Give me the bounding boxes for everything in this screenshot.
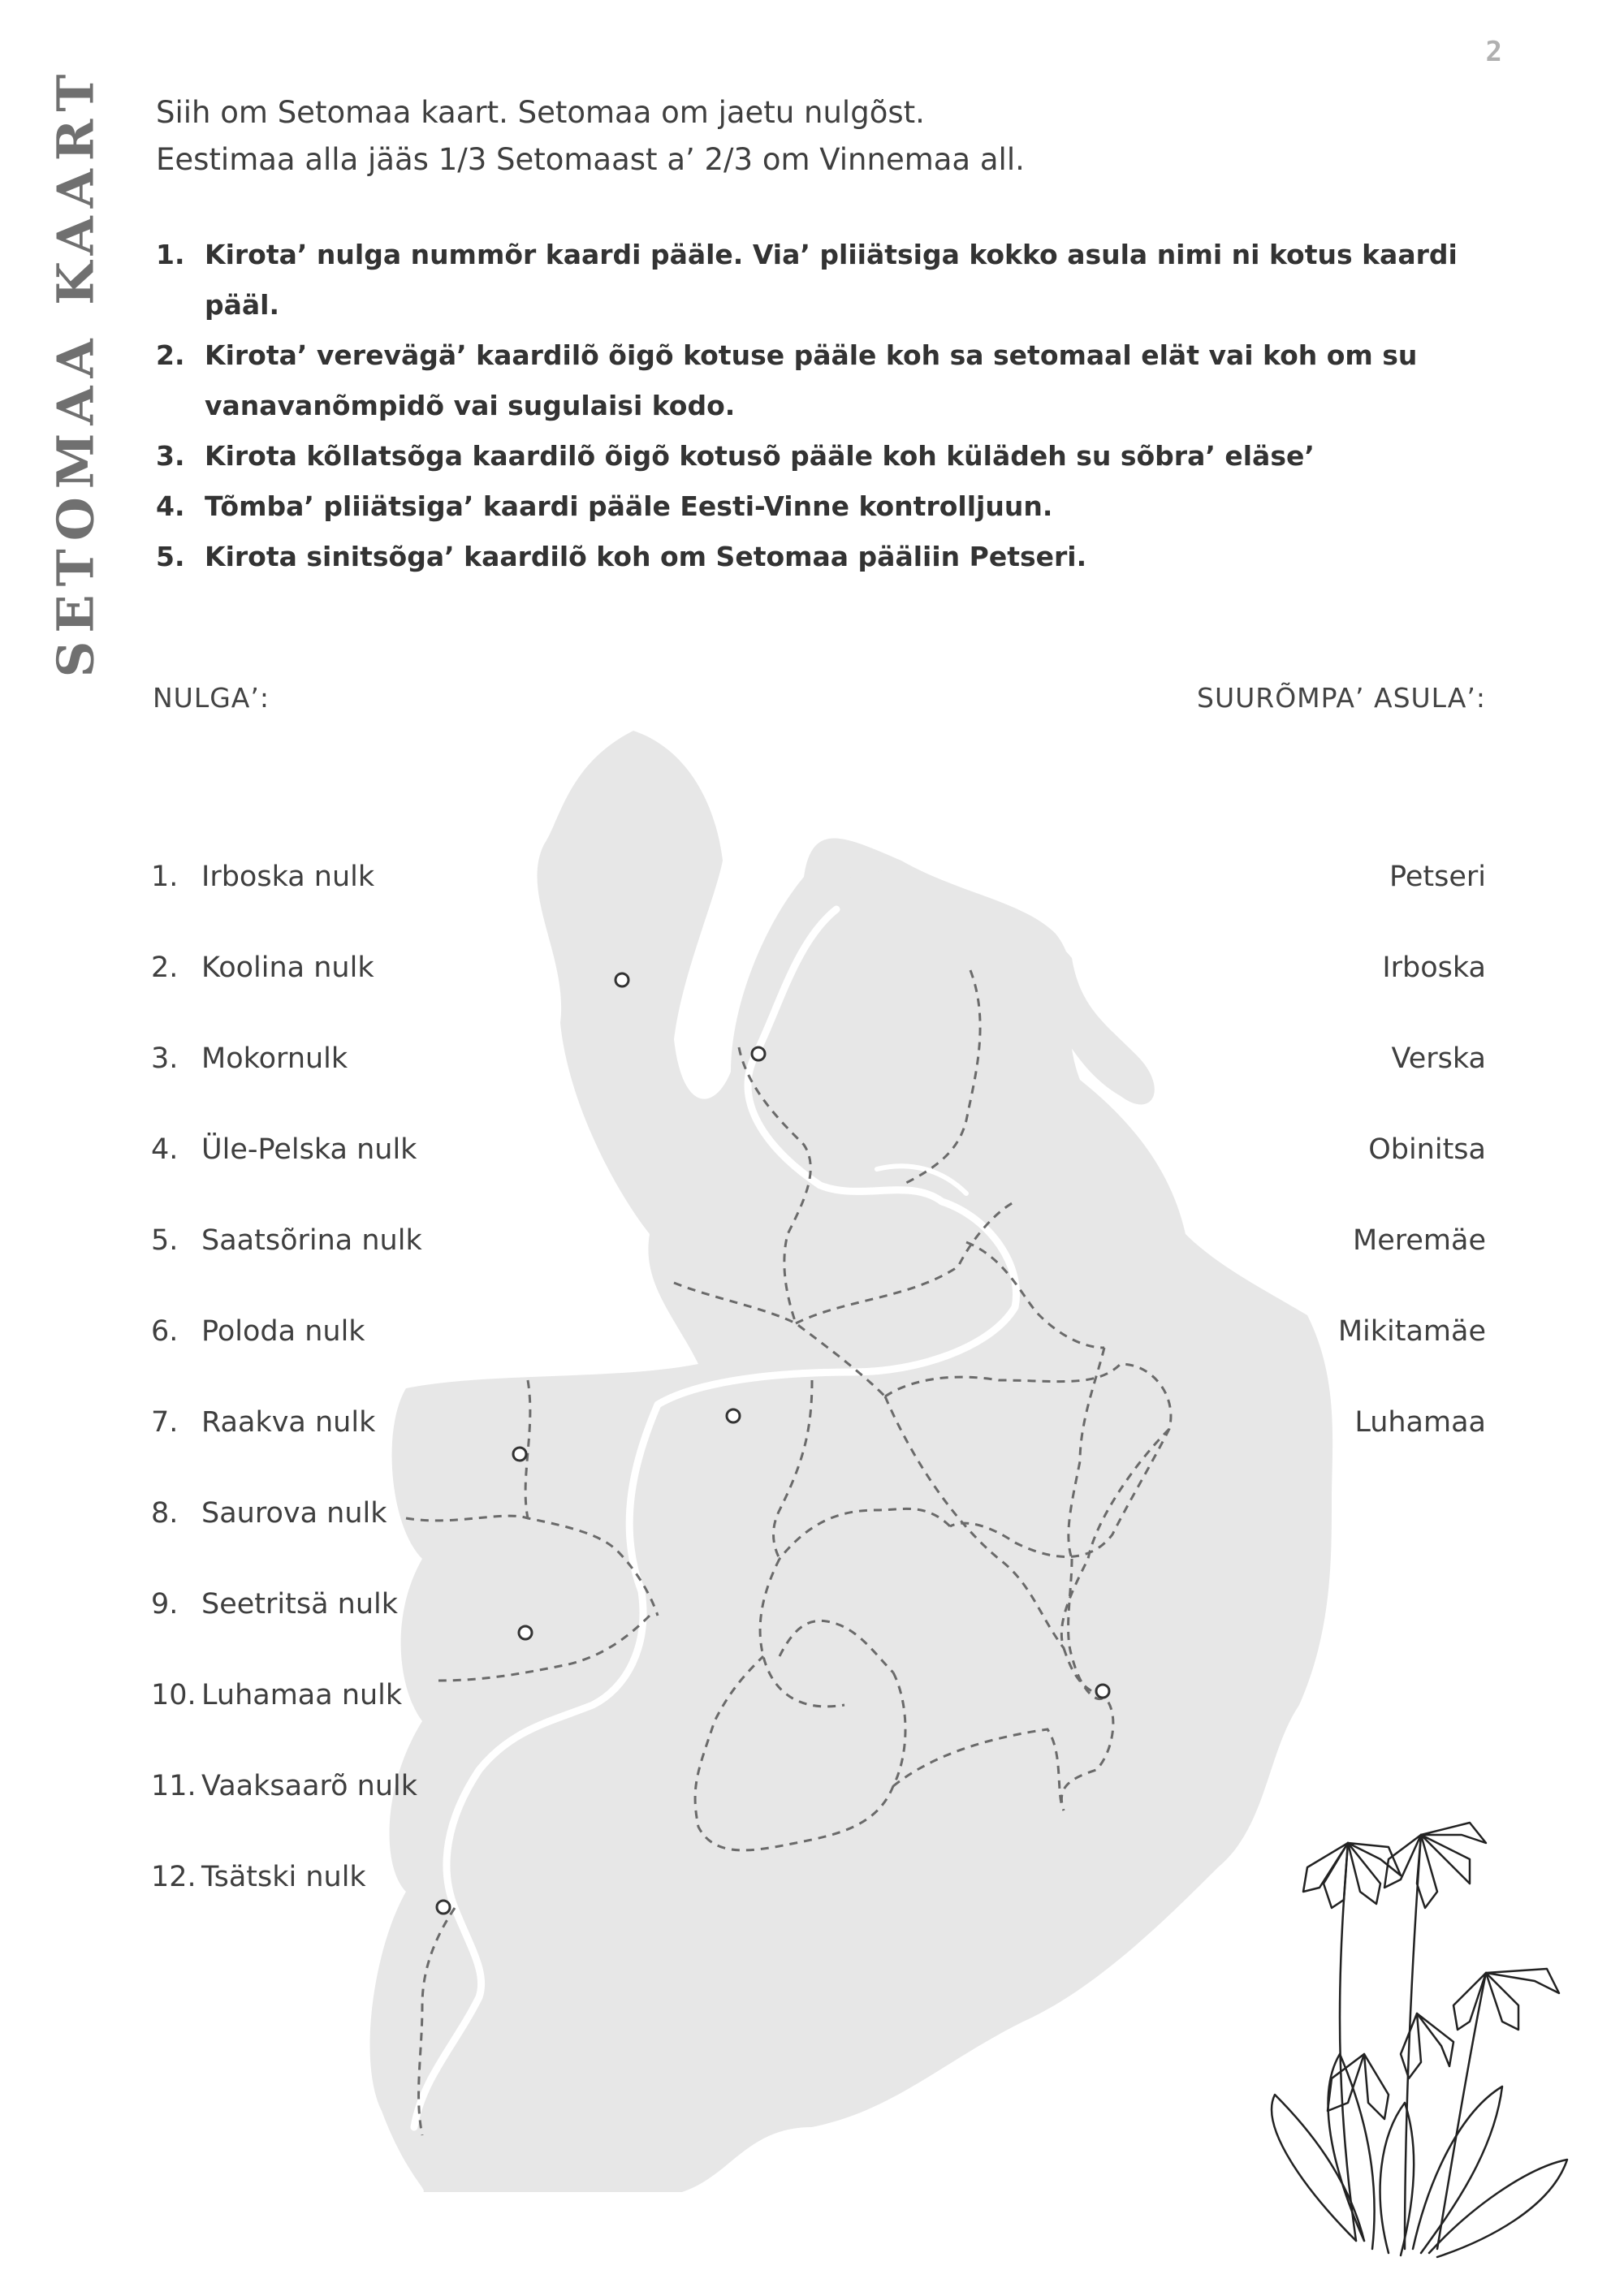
task-number: 5. [156, 541, 185, 572]
nulk-item [151, 1224, 422, 1315]
page-number: 2 [1485, 36, 1502, 68]
flower-bell [1384, 1835, 1421, 1888]
nulk-name: Luhamaa nulk [201, 1679, 403, 1711]
nulk-item [151, 1679, 422, 1770]
intro-line: Eestimaa alla jääs 1/3 Setomaast a’ 2/3 om Vinnemaa all. [156, 142, 1025, 177]
nulk-name: Raakva nulk [201, 1406, 376, 1439]
flower-leaf [1413, 2087, 1502, 2253]
task-number: 2. [156, 339, 185, 371]
task-text: Kirota kõllatsõga kaardilõ õigõ kotusõ pääle koh külädeh su sõbra’ eläse’ [205, 440, 1315, 472]
nulk-number: 7. [151, 1406, 179, 1439]
nulk-number: 11. [151, 1770, 197, 1802]
side-title: SETOMAA KAART [45, 66, 106, 678]
nulk-number: 4. [151, 1133, 179, 1166]
asula-item: Petseri [1389, 861, 1486, 893]
nulga-heading: NULGA’: [153, 682, 270, 714]
nulk-number: 3. [151, 1042, 179, 1075]
nulk-item [151, 861, 422, 952]
nulga-list [151, 861, 422, 1952]
nulk-name: Poloda nulk [201, 1315, 365, 1348]
nulk-name: Koolina nulk [201, 952, 374, 984]
nulk-name: Irboska nulk [201, 861, 375, 893]
task-number: 4. [156, 490, 185, 522]
nulk-name: Üle-Pelska nulk [201, 1133, 417, 1166]
primrose-illustration [1226, 1786, 1600, 2281]
asula-item: Mikitamäe [1337, 1315, 1486, 1348]
nulk-item [151, 1042, 422, 1133]
nulk-number: 10. [151, 1679, 197, 1711]
asula-item: Meremäe [1353, 1224, 1486, 1257]
intro-line: Siih om Setomaa kaart. Setomaa om jaetu nulgõst. [156, 95, 925, 130]
nulk-name: Saurova nulk [201, 1497, 387, 1530]
flower-leaf [1272, 2095, 1364, 2241]
task-number: 3. [156, 440, 185, 472]
nulk-number: 2. [151, 952, 179, 984]
task-number: 1. [156, 239, 185, 270]
task-text: Tõmba’ pliiätsiga’ kaardi pääle Eesti-Vinne kontrolljuun. [205, 490, 1053, 522]
nulk-number: 5. [151, 1224, 179, 1257]
map-region-west [370, 731, 1333, 2192]
settlement-marker [513, 1448, 526, 1461]
settlement-marker [752, 1047, 765, 1060]
nulk-item [151, 1588, 422, 1679]
settlement-marker [615, 973, 628, 986]
nulk-name: Seetritsä nulk [201, 1588, 399, 1621]
flower-bell [1364, 2054, 1389, 2119]
asula-item: Luhamaa [1354, 1406, 1486, 1439]
flower-leaf [1380, 2103, 1415, 2255]
asula-list [1338, 861, 1486, 1497]
task-text: Kirota’ nulga nummõr kaardi pääle. Via’ pliiätsiga kokko asula nimi ni kotus kaardi pääl. [205, 239, 1458, 321]
task-text: Kirota’ verevägä’ kaardilõ õigõ kotuse pääle koh sa setomaal elät vai koh om su vanavanõmpidõ vai sugulaisi kodo. [205, 339, 1418, 421]
nulk-number: 1. [151, 861, 179, 893]
nulk-item [151, 1497, 422, 1588]
nulk-number: 6. [151, 1315, 179, 1348]
task-item [156, 330, 1536, 431]
asula-item: Verska [1391, 1042, 1486, 1075]
settlement-marker [519, 1626, 532, 1639]
flower-bell [1328, 2054, 1364, 2111]
flower-bell [1417, 1835, 1437, 1908]
nulk-name: Vaaksaarõ nulk [201, 1770, 418, 1802]
task-item [156, 230, 1536, 330]
settlement-marker [437, 1901, 450, 1914]
intro-text [156, 89, 1496, 183]
nulk-number: 9. [151, 1588, 179, 1621]
settlement-marker [1096, 1685, 1109, 1698]
task-item [156, 431, 1536, 481]
settlement-marker [727, 1409, 740, 1422]
task-item [156, 481, 1536, 532]
flower-bell [1486, 1969, 1559, 1993]
nulk-item [151, 1861, 422, 1952]
asula-item: Irboska [1382, 952, 1486, 984]
task-item [156, 532, 1536, 582]
nulk-number: 12. [151, 1861, 197, 1893]
nulk-item [151, 1770, 422, 1861]
nulk-name: Mokornulk [201, 1042, 348, 1075]
asula-item: Obinitsa [1368, 1133, 1486, 1166]
flower-bell [1486, 1973, 1518, 2030]
task-text: Kirota sinitsõga’ kaardilõ koh om Setomaa pääliin Petseri. [205, 541, 1087, 572]
map-landmass [370, 731, 1333, 2192]
nulk-item [151, 1133, 422, 1224]
task-list [156, 230, 1536, 582]
flower-bell [1303, 1843, 1348, 1892]
side-title-container [45, 66, 106, 678]
flower-bell [1417, 2013, 1453, 2066]
nulk-name: Saatsõrina nulk [201, 1224, 422, 1257]
nulk-item [151, 952, 422, 1042]
asula-heading: SUURÕMPA’ ASULA’: [1197, 682, 1486, 714]
nulk-item [151, 1315, 422, 1406]
nulk-item [151, 1406, 422, 1497]
nulk-number: 8. [151, 1497, 179, 1530]
nulk-name: Tsätski nulk [201, 1861, 366, 1893]
